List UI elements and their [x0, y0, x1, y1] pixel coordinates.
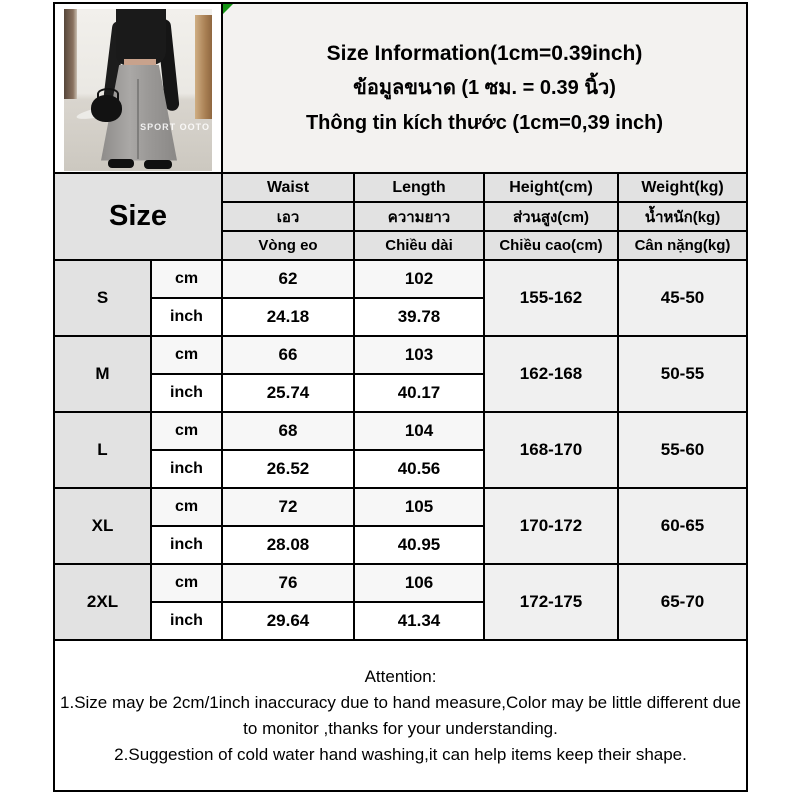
length-in-m: 40.17 — [354, 374, 484, 412]
table-row-m-cm — [54, 336, 747, 374]
size-cell-l: L — [54, 412, 151, 488]
header-photo-title-row — [54, 3, 747, 173]
waist-cm-s: 62 — [222, 260, 354, 298]
size-info-title-cell — [222, 3, 747, 173]
unit-cell: cm — [151, 488, 222, 526]
waist-cm-m: 66 — [222, 336, 354, 374]
size-cell-2xl: 2XL — [54, 564, 151, 640]
attention-heading: Attention: — [364, 666, 437, 686]
photo-pillar-shape — [195, 15, 212, 119]
size-cell-s: S — [54, 260, 151, 336]
waist-cm-2xl: 76 — [222, 564, 354, 602]
unit-cell: cm — [151, 412, 222, 450]
product-photo-cell — [54, 3, 222, 173]
table-row-xl-cm — [54, 488, 747, 526]
title-thai: ข้อมูลขนาด (1 ซม. = 0.39 นิ้ว) — [353, 76, 616, 99]
length-cm-2xl: 106 — [354, 564, 484, 602]
length-in-xl: 40.95 — [354, 526, 484, 564]
waist-cm-xl: 72 — [222, 488, 354, 526]
weight-range-s: 45-50 — [618, 260, 747, 336]
waist-in-m: 25.74 — [222, 374, 354, 412]
photo-black-bag — [91, 95, 122, 122]
unit-cell: inch — [151, 298, 222, 336]
attention-line-1: 1.Size may be 2cm/1inch inaccuracy due to hand measure,Color may be little different due to monitor ,thanks for your understanding. — [60, 692, 742, 738]
col-header-length-en: Length — [354, 173, 484, 202]
size-table — [53, 2, 748, 792]
length-cm-m: 103 — [354, 336, 484, 374]
unit-cell: inch — [151, 450, 222, 488]
photo-black-top — [116, 9, 166, 65]
table-row-l-cm — [54, 412, 747, 450]
unit-cell: inch — [151, 374, 222, 412]
table-row-2xl-cm — [54, 564, 747, 602]
attention-line-2: 2.Suggestion of cold water hand washing,it can help items keep their shape. — [114, 744, 687, 764]
photo-pants-seam — [137, 79, 139, 159]
title-vietnamese: Thông tin kích thước (1cm=0,39 inch) — [305, 111, 664, 134]
weight-range-xl: 60-65 — [618, 488, 747, 564]
waist-in-l: 26.52 — [222, 450, 354, 488]
waist-in-s: 24.18 — [222, 298, 354, 336]
length-cm-s: 102 — [354, 260, 484, 298]
photo-right-sandal — [144, 160, 172, 169]
col-header-height-th: ส่วนสูง(cm) — [484, 202, 618, 231]
unit-cell: cm — [151, 260, 222, 298]
length-in-s: 39.78 — [354, 298, 484, 336]
col-header-waist-en: Waist — [222, 173, 354, 202]
height-range-s: 155-162 — [484, 260, 618, 336]
col-header-height-vi: Chiều cao(cm) — [484, 231, 618, 260]
attention-cell — [54, 640, 747, 791]
weight-range-l: 55-60 — [618, 412, 747, 488]
weight-range-2xl: 65-70 — [618, 564, 747, 640]
col-header-height-en: Height(cm) — [484, 173, 618, 202]
length-cm-l: 104 — [354, 412, 484, 450]
size-header: Size — [54, 173, 222, 260]
col-header-length-vi: Chiều dài — [354, 231, 484, 260]
size-cell-m: M — [54, 336, 151, 412]
unit-cell: cm — [151, 564, 222, 602]
length-cm-xl: 105 — [354, 488, 484, 526]
length-in-2xl: 41.34 — [354, 602, 484, 640]
table-row-s-cm — [54, 260, 747, 298]
photo-watermark: SPORT OOTO — [140, 121, 210, 132]
height-range-l: 168-170 — [484, 412, 618, 488]
waist-in-2xl: 29.64 — [222, 602, 354, 640]
column-header-row-english — [54, 173, 747, 202]
height-range-xl: 170-172 — [484, 488, 618, 564]
height-range-m: 162-168 — [484, 336, 618, 412]
waist-in-xl: 28.08 — [222, 526, 354, 564]
size-cell-xl: XL — [54, 488, 151, 564]
col-header-length-th: ความยาว — [354, 202, 484, 231]
height-range-2xl: 172-175 — [484, 564, 618, 640]
photo-left-sandal — [108, 159, 134, 168]
col-header-waist-vi: Vòng eo — [222, 231, 354, 260]
attention-row — [54, 640, 747, 791]
title-english: Size Information(1cm=0.39inch) — [326, 41, 643, 65]
unit-cell: inch — [151, 526, 222, 564]
product-photo — [64, 9, 212, 171]
unit-cell: cm — [151, 336, 222, 374]
length-in-l: 40.56 — [354, 450, 484, 488]
weight-range-m: 50-55 — [618, 336, 747, 412]
unit-cell: inch — [151, 602, 222, 640]
col-header-weight-vi: Cân nặng(kg) — [618, 231, 747, 260]
waist-cm-l: 68 — [222, 412, 354, 450]
col-header-waist-th: เอว — [222, 202, 354, 231]
col-header-weight-th: น้ำหนัก(kg) — [618, 202, 747, 231]
col-header-weight-en: Weight(kg) — [618, 173, 747, 202]
photo-door-shape — [64, 9, 77, 100]
